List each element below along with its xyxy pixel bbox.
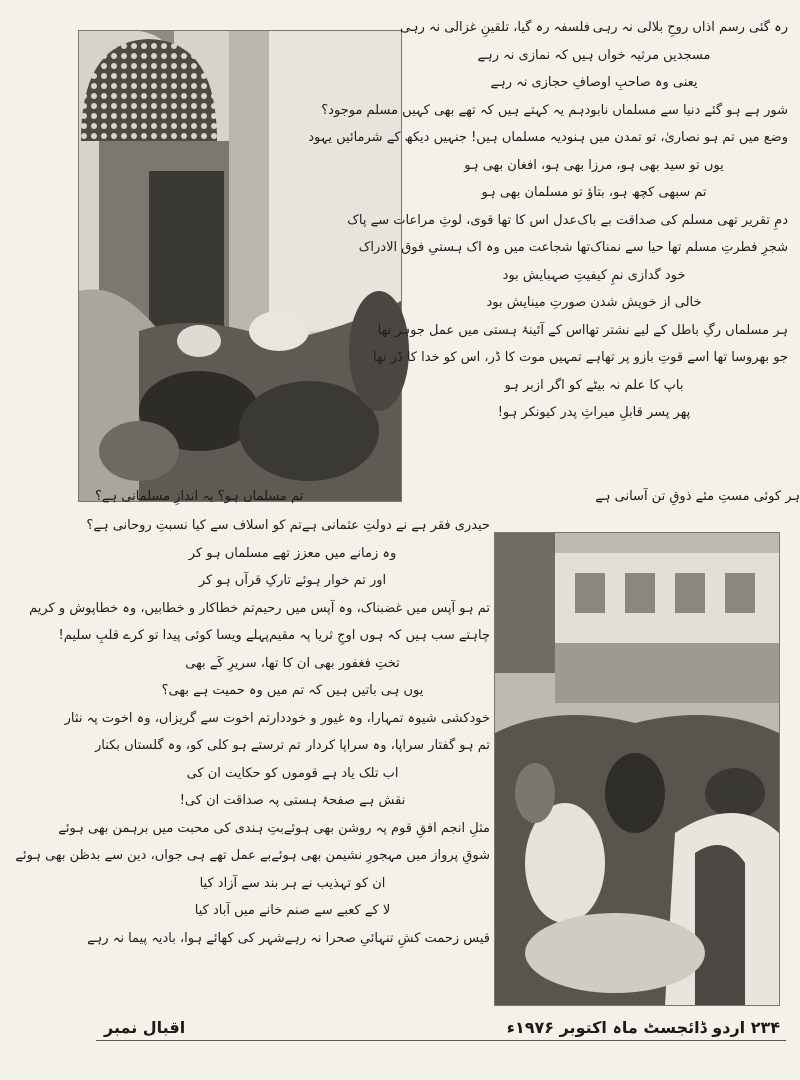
verse-left-hemistich: تھا شجاعت میں وہ اک ہستیِ فوق الادراک [358,240,591,255]
verse-line [95,897,490,925]
verse-right-hemistich: رہ گئی رسم اذاں روحِ بلالی نہ رہی [592,20,788,35]
verse-left-hemistich: ہم یہ کہتے ہیں کہ تھے بھی کہیں مسلم موجود؟ [321,102,585,118]
verse-line [308,124,788,152]
verse-line [400,69,788,97]
footer-page-info: ۲۳۴ اردو ڈائجسٹ ماہ اکتوبر ۱۹۷۶ء [506,1018,780,1037]
verse-right-hemistich: یعنی وہ صاحبِ اوصافِ حجازی نہ رہے [490,75,698,90]
verse-line [321,97,788,125]
verse-line [400,289,788,317]
verse-line [86,512,490,540]
verse-line [58,815,490,843]
verse-line [95,567,490,595]
verse-left-hemistich: شہر کی کھائے ہوا، بادیہ پیما نہ رہے [87,930,285,946]
verse-line [95,677,490,705]
verse-left-hemistich: تم کو اسلاف سے کیا نسبتِ روحانی ہے؟ [86,518,302,533]
verse-right-hemistich: قیس زحمت کشِ تنہائیِ صحرا نہ رہے [284,930,490,946]
verse-line [29,595,490,623]
verse-line [358,234,788,262]
verse-right-hemistich: تم ہو آپس میں غضبناک، وہ آپس میں رحیم [254,600,490,616]
verse-right-hemistich: تم ہو گفتار سراپا، وہ سراپا کردار [306,738,490,753]
verse-wide-left: تم مسلماں ہو؟ یہ اندازِ مسلمانی ہے؟ [95,489,304,504]
verse-line [95,732,490,760]
verse-right-hemistich: یوں تو سید بھی ہو، مرزا بھی ہو، افغان بھی ہو [464,157,724,173]
verse-right-hemistich: خود گدازی نمِ کیفیتِ صہبایش بود [502,267,686,283]
verse-left-hemistich: ہے تمہیں موت کا ڈر، اس کو خدا کا ڈر تھا [372,350,602,365]
verse-line [95,760,490,788]
verse-right-hemistich: خودکشی شیوہ تمہارا، وہ غیور و خوددار [269,710,490,726]
verse-left-hemistich: عدل اس کا تھا قوی، لوثِ مراعات سے پاک [347,212,578,228]
verse-right-hemistich: شوقِ پرواز میں مہجورِ نشیمن بھی ہوئے [271,848,490,863]
verse-right-hemistich: تختِ فغفور بھی ان کا تھا، سریرِ کَے بھی [185,655,400,671]
verse-line [377,317,788,345]
verse-right-hemistich: ان کو تہذیب نے ہر بند سے آزاد کیا [199,875,386,891]
verse-line [372,344,788,372]
verse-right-hemistich: حیدری فقر ہے نے دولتِ عثمانی ہے [301,518,490,533]
verse-line [58,622,490,650]
verse-right-hemistich: نقش ہے صفحۂ ہستی پہ صداقت ان کی! [179,793,406,808]
verse-right-hemistich: وہ زمانے میں معزز تھے مسلماں ہو کر [188,545,397,561]
verse-line [64,705,490,733]
verse-line [400,399,788,427]
verse-line [15,842,490,870]
verse-line [347,207,788,235]
verses-top-column [308,14,788,427]
verse-left-hemistich: یہ مسلماں ہیں! جنہیں دیکھ کے شرمائیں یہود [308,130,562,145]
verse-right-hemistich: چاہتے سب ہیں کہ ہوں اوجِ ثریا پہ مقیم [269,628,490,643]
verse-line [400,372,788,400]
verse-right-hemistich: اور تم خوار ہوئے تارکِ قرآں ہو کر [198,573,387,588]
verse-left-hemistich: بتِ ہندی کی محبت میں برہمن بھی ہوئے [58,820,284,836]
verse-right-hemistich: شجرِ فطرتِ مسلم تھا حیا سے نمناک [590,240,788,255]
verse-right-hemistich: تم سبھی کچھ ہو، بتاؤ تو مسلمان بھی ہو [481,185,707,200]
verse-line [400,14,788,42]
verse-line [400,152,788,180]
verse-line [400,42,788,70]
verse-right-hemistich: ہر مسلماں رگِ باطل کے لیے نشتر تھا [585,322,788,338]
verse-left-hemistich: بے عمل تھے ہی جواں، دین سے بدظن بھی ہوئے [15,848,272,863]
verse-right-hemistich: یوں ہی باتیں ہیں کہ تم میں وہ حمیت ہے بھی؟ [161,683,424,698]
verse-line [95,787,490,815]
verse-right-hemistich: باپ کا علم نہ بیٹے کو اگر ازبر ہو [504,377,684,393]
verse-left-hemistich: پہلے ویسا کوئی پیدا تو کرے قلبِ سلیم! [58,628,269,643]
verse-left-hemistich: اس کے آئینۂ ہستی میں عمل جوہر تھا [377,322,586,338]
verses-bottom-column [15,512,490,952]
verse-line [95,870,490,898]
verse-line [400,179,788,207]
verse-left-hemistich: تم ترستے ہو کلی کو، وہ گلستاں بکنار [95,738,301,753]
verse-right-hemistich: لا کے کعبے سے صنم خانے میں آباد کیا [194,903,391,918]
verse-right-hemistich: وضع میں تم ہو نصاریٰ، تو تمدن میں ہنود [561,130,788,145]
verse-right-hemistich: دمِ تقریر تھی مسلم کی صداقت بے باک [577,212,788,228]
verse-left-hemistich: تم خطاکار و خطابیں، وہ خطاپوش و کریم [29,600,255,616]
verse-right-hemistich: اب تلک یاد ہے قوموں کو حکایت ان کی [186,765,399,781]
footer-section-title: اقبال نمبر [104,1018,186,1037]
verse-right-hemistich: مسجدیں مرثیہ خواں ہیں کہ نمازی نہ رہے [477,47,711,63]
verse-line [95,650,490,678]
verse-right-hemistich: شور ہے ہو گئے دنیا سے مسلماں نابود [584,102,788,118]
verse-line [95,540,490,568]
verse-left-hemistich: تم اخوت سے گریزاں، وہ اخوت پہ نثار [64,710,270,726]
verse-wide [95,484,800,510]
verse-left-hemistich: فلسفہ رہ گیا، تلقینِ غزالی نہ رہی [400,20,590,35]
verse-line [400,262,788,290]
verse-wide-right: ہر کوئی مستِ مئے ذوقِ تن آسانی ہے [595,489,800,504]
verse-right-hemistich: خالی از خویش شدن صورتِ مینایش بود [486,295,702,310]
verse-right-hemistich: مثلِ انجم افقِ قوم پہ روشن بھی ہوئے [283,820,490,836]
market-crowd-photo [494,532,780,1006]
verse-right-hemistich: جو بھروسا تھا اسے قوتِ بازو پر تھا [601,350,788,365]
verse-right-hemistich: پھر پسر قابلِ میراثِ پدر کیونکر ہو! [497,405,691,420]
verse-line [87,925,490,953]
